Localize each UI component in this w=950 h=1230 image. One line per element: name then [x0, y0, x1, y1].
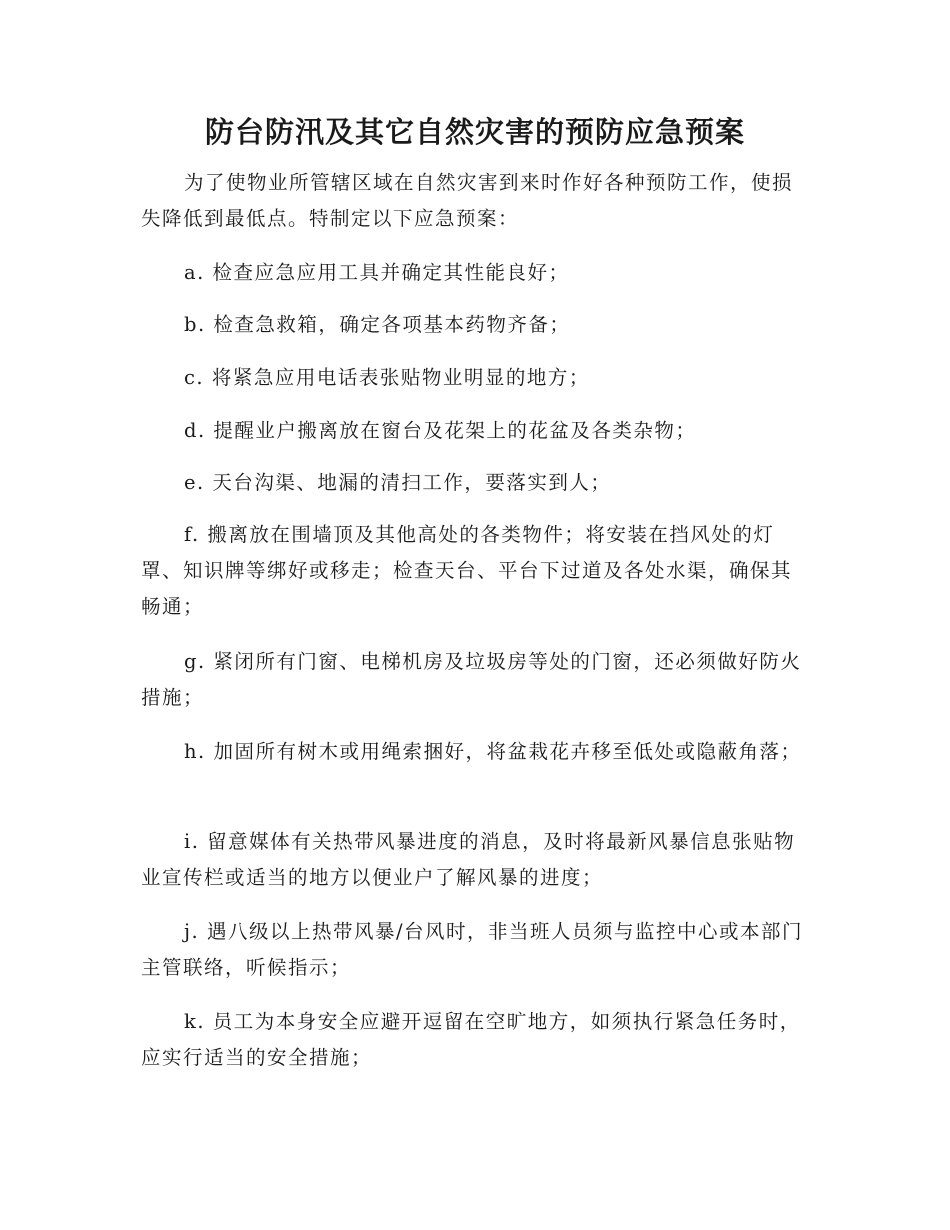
list-item-g: g. 紧闭所有门窗、电梯机房及垃圾房等处的门窗，还必须做好防火措施；	[141, 650, 802, 709]
document-title: 防台防汛及其它自然灾害的预防应急预案	[204, 115, 745, 149]
list-item-f: f. 搬离放在围墙顶及其他高处的各类物件；将安装在挡风处的灯罩、知识牌等绑好或移走；检查天台、平台下过道及各处水渠，确保其畅通；	[141, 523, 793, 618]
list-item-i: i. 留意媒体有关热带风暴进度的消息，及时将最新风暴信息张贴物业宣传栏或适当的地方以便业户了解风暴的进度；	[141, 830, 796, 889]
list-item-e: e. 天台沟渠、地漏的清扫工作，要落实到人；	[184, 471, 612, 494]
list-item-k: k. 员工为本身安全应避开逗留在空旷地方，如须执行紧急任务时，应实行适当的安全措施；	[141, 1010, 801, 1069]
list-item-b: b. 检查急救箱，确定各项基本药物齐备；	[184, 313, 571, 336]
list-item-a: a. 检查应急应用工具并确定其性能良好；	[184, 261, 570, 284]
list-item-j: j. 遇八级以上热带风暴/台风时，非当班人员须与监控中心或本部门主管联络，听候指示；	[141, 920, 804, 979]
intro-paragraph: 为了使物业所管辖区域在自然灾害到来时作好各种预防工作，使损失降低到最低点。特制定以下应急预案：	[141, 171, 794, 230]
list-item-c: c. 将紧急应用电话表张贴物业明显的地方；	[184, 366, 590, 389]
list-item-h: h. 加固所有树木或用绳索捆好，将盆栽花卉移至低处或隐蔽角落；	[184, 740, 802, 763]
list-item-d: d. 提醒业户搬离放在窗台及花架上的花盆及各类杂物；	[184, 419, 697, 442]
